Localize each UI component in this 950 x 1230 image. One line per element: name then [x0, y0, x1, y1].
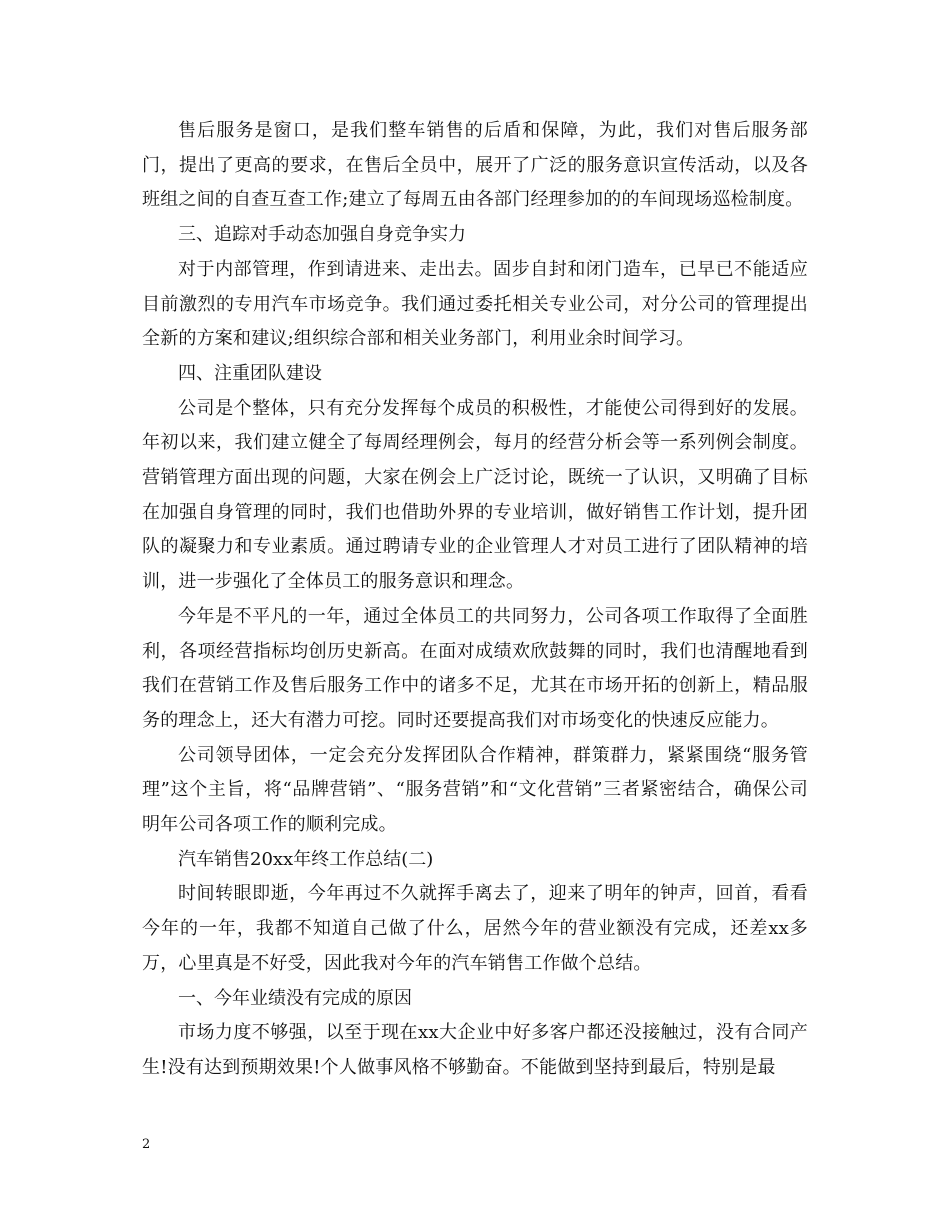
section-heading-competition: 三、追踪对手动态加强自身竞争实力: [178, 224, 466, 246]
page-number: 2: [142, 1137, 151, 1152]
section-heading-reasons: 一、今年业绩没有完成的原因: [178, 987, 412, 1009]
paragraph-team-building: 公司是个整体，只有充分发挥每个成员的积极性，才能使公司得到好的发展。年初以来，我们建立健全了每周经理例会，每月的经营分析会等一系列例会制度。营销管理方面出现的问题，大家在例会上广泛讨论，既统一了认识，又明确了目标在加强自身管理的同时，我们也借助外界的专业培训，做好销售工作计划，提升团队的凝聚力和专业素质。通过聘请专业的企业管理人才对员工进行了团队精神的培训，进一步强化了全体员工的服务意识和理念。: [142, 397, 808, 593]
paragraph-internal-management: 对于内部管理，作到请进来、走出去。固步自封和闭门造车，已早已不能适应目前激烈的专用汽车市场竞争。我们通过委托相关专业公司，对分公司的管理提出全新的方案和建议;组织综合部和相关业务部门，利用业余时间学习。: [142, 258, 808, 350]
paragraph-after-sales: 售后服务是窗口，是我们整车销售的后盾和保障，为此，我们对售后服务部门，提出了更高的要求，在售后全员中，展开了广泛的服务意识宣传活动，以及各班组之间的自查互查工作;建立了每周五由各部门经理参加的的车间现场巡检制度。: [142, 120, 808, 211]
document-body: [142, 114, 808, 1086]
paragraph-time-passes: 时间转眼即逝，今年再过不久就挥手离去了，迎来了明年的钟声，回首，看看今年的一年，我都不知道自己做了什么，居然今年的营业额没有完成，还差xx多万，心里真是不好受，因此我对今年的汽车销售工作做个总结。: [142, 883, 808, 974]
paragraph-leadership: 公司领导团体，一定会充分发挥团队合作精神，群策群力，紧紧围绕“服务管理”这个主旨，将“品牌营销”、“服务营销”和“文化营销”三者紧密结合，确保公司明年公司各项工作的顺利完成。: [142, 744, 808, 836]
section-heading-team-building: 四、注重团队建设: [178, 362, 322, 384]
paragraph-year-review: 今年是不平凡的一年，通过全体员工的共同努力，公司各项工作取得了全面胜利，各项经营指标均创历史新高。在面对成绩欢欣鼓舞的同时，我们也清醒地看到我们在营销工作及售后服务工作中的诸多不足，尤其在市场开拓的创新上，精品服务的理念上，还大有潜力可挖。同时还要提高我们对市场变化的快速反应能力。: [142, 605, 808, 731]
article-title-part-two: 汽车销售20xx年终工作总结(二): [178, 848, 434, 870]
paragraph-market-effort: 市场力度不够强，以至于现在xx大企业中好多客户都还没接触过，没有合同产生!没有达到预期效果!个人做事风格不够勤奋。不能做到坚持到最后，特别是最: [142, 1022, 808, 1078]
